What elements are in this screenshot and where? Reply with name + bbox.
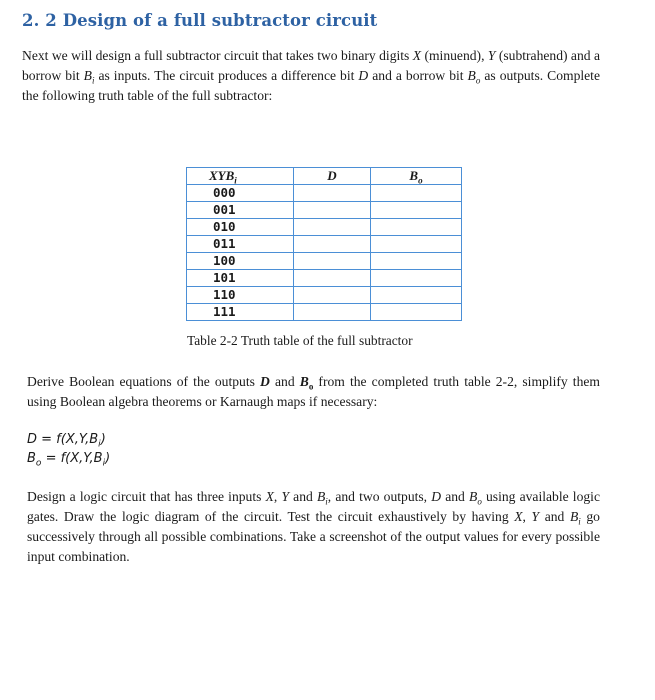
derive-text-2: and [269,374,300,389]
var-bo: B [469,489,478,504]
table-row [187,236,462,253]
table-row [187,304,462,321]
header-bo [371,168,462,185]
design-text-8: and [539,509,570,524]
eq2-sub: i [102,458,106,469]
sub-o: o [477,496,482,507]
bo-cell[interactable] [371,185,462,202]
var-x: X [412,48,422,63]
var-bi: B [316,489,326,504]
equation-bo [27,451,111,469]
design-text-5: and [441,489,470,504]
intro-text-3: (subtrahend) and a borrow bit [22,48,600,83]
header-input-sub: i [234,175,237,186]
derive-text-3: from the completed truth table 2-2, simplify them using Boolean algebra theorems or Karnaugh maps if necessary: [27,374,600,409]
table-row [187,219,462,236]
input-cell: 011 [187,236,294,253]
sub-i: i [325,496,328,507]
header-bo-sub: o [418,175,423,186]
eq2-lhs-sub: o [35,458,42,469]
sub-i: i [91,75,95,86]
var-y: Y [281,489,290,504]
d-cell[interactable] [294,202,371,219]
eq2-text: = f(X,Y,B [41,451,103,466]
bo-cell[interactable] [371,236,462,253]
design-text-4: , and two outputs, [327,489,432,504]
d-cell[interactable] [294,219,371,236]
eq1-sub: i [98,439,101,450]
intro-text-2: (minuend), [421,48,488,63]
bo-cell[interactable] [371,253,462,270]
var-y: Y [487,48,496,63]
var-bo: B [467,68,476,83]
var-bo-bold: B [299,374,309,389]
table-row [187,287,462,304]
d-cell[interactable] [294,253,371,270]
intro-text-4: as inputs. The circuit produces a difference bit [94,68,359,83]
design-text-9: go successively through all possible combinations. Take a screenshot of the output values for every possible input combination. [27,509,600,564]
input-cell: 001 [187,202,294,219]
equation-d [27,432,106,450]
var-x: X [265,489,274,504]
header-input [187,168,294,185]
input-cell: 000 [187,185,294,202]
d-cell[interactable] [294,304,371,321]
design-text-2: , [273,489,282,504]
section-heading: 2. 2 Design of a full subtractor circuit [22,11,378,30]
intro-paragraph [22,46,600,106]
bo-cell[interactable] [371,202,462,219]
var-bi: B [83,68,92,83]
header-bo-label: B [409,168,419,183]
input-cell: 110 [187,287,294,304]
derive-paragraph [27,372,600,412]
design-text-6: using available logic gates. Draw the logic diagram of the circuit. Test the circuit exhaustively by having [27,489,600,524]
bo-cell[interactable] [371,287,462,304]
input-cell: 100 [187,253,294,270]
input-cell: 111 [187,304,294,321]
sub-o: o [475,75,481,86]
table-row [187,202,462,219]
d-cell[interactable] [294,270,371,287]
var-d: D [358,68,369,83]
intro-text-1: Next we will design a full subtractor circuit that takes two binary digits [22,48,413,63]
truth-table [186,167,462,321]
eq1-text: D = f(X,Y,B [27,432,99,447]
intro-text-5: and a borrow bit [368,68,468,83]
bo-cell[interactable] [371,270,462,287]
eq2-end: ) [105,451,111,466]
design-text-1: Design a logic circuit that has three inputs [27,489,266,504]
sub-o-bold: o [308,381,314,392]
table-caption: Table 2-2 Truth table of the full subtractor [187,333,413,348]
var-x: X [514,509,523,524]
var-bi: B [569,509,579,524]
sub-i: i [578,516,581,527]
eq2-lhs: B [27,451,36,466]
var-y: Y [531,509,540,524]
var-d-bold: D [260,374,270,389]
header-input-label: XYB [209,168,235,183]
table-row [187,185,462,202]
table-header-row [187,168,462,185]
table-row [187,270,462,287]
design-paragraph [27,487,600,567]
d-cell[interactable] [294,236,371,253]
var-d: D [431,489,442,504]
d-cell[interactable] [294,185,371,202]
input-cell: 010 [187,219,294,236]
design-text-3: and [289,489,317,504]
design-text-7: , [522,509,532,524]
table-row [187,253,462,270]
eq1-end: ) [100,432,106,447]
header-d: D [294,168,371,185]
d-cell[interactable] [294,287,371,304]
bo-cell[interactable] [371,219,462,236]
intro-text-6: as outputs. Complete the following truth table of the full subtractor: [22,68,600,103]
bo-cell[interactable] [371,304,462,321]
input-cell: 101 [187,270,294,287]
derive-text-1: Derive Boolean equations of the outputs [27,374,261,389]
